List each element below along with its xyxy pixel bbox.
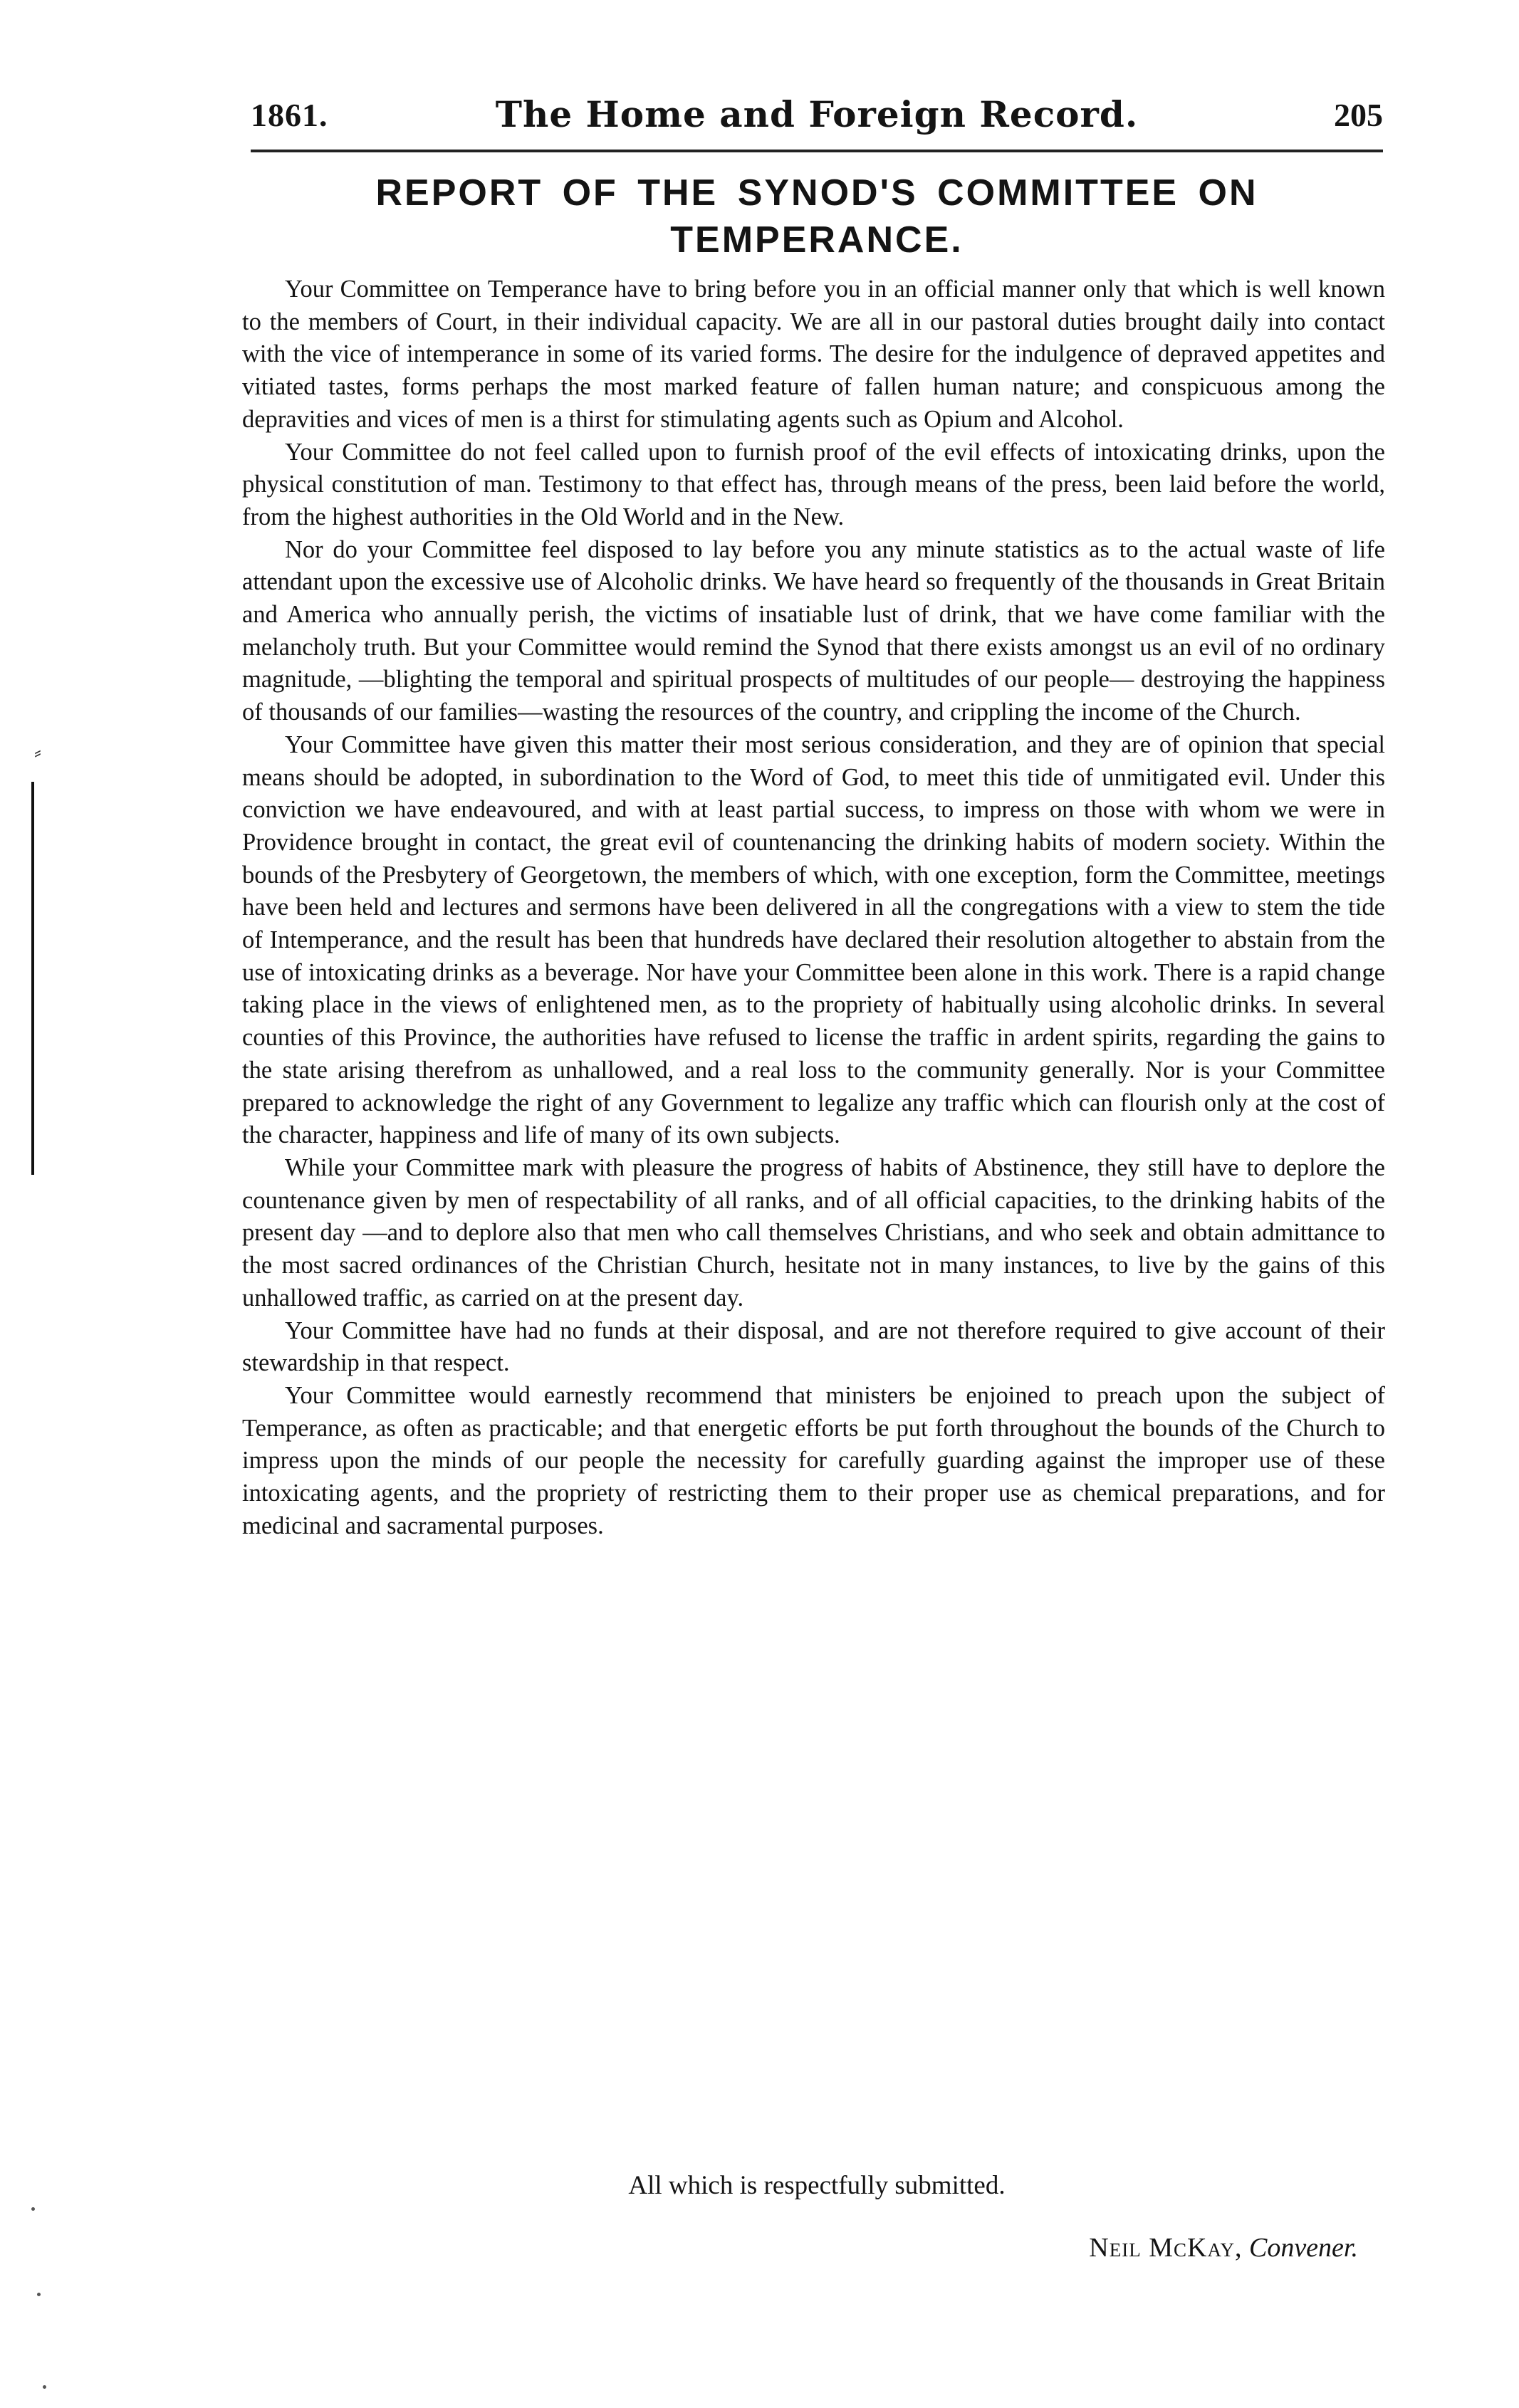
report-body <box>242 273 1385 1542</box>
signatory-name: Neil McKay, <box>1089 2233 1243 2263</box>
margin-speck: ⸗ <box>34 740 41 764</box>
margin-bar <box>31 782 34 1175</box>
running-header <box>251 89 1383 146</box>
page-number: 205 <box>1334 97 1383 133</box>
page-speck <box>43 2385 46 2389</box>
signatory-role: Convener. <box>1248 2233 1358 2263</box>
header-year: 1861. <box>251 97 328 133</box>
paragraph: Your Committee have had no funds at their disposal, and are not therefore required to give account of their stewardship in that respect. <box>242 1316 1385 1377</box>
journal-title: The Home and Foreign Record. <box>495 93 1139 135</box>
paragraph: Your Committee have given this matter their most serious consideration, and they are of opinion that special means should be adopted, in subordination to the Word of God, to meet this tide of unmitigated evil. Under this conviction we have endeavoured, and with at least partial success, to impress on those with whom we were in Providence brought in contact, the great evil of countenancing the drinking habits of modern society. Within the bounds of the Presbytery of Georgetown, the members of which, with one exception, form the Committee, meetings have been held and lectures and sermons have been delivered in all the congregations with a view to stem the tide of Intemperance, and the result has been that hundreds have declared their resolution altogether to abstain from the use of intoxicating drinks as a beverage. Nor have your Committee been alone in this work. There is a rapid change taking place in the views of enlightened men, as to the propriety of habitually using alcoholic drinks. In several counties of this Province, the authorities have refused to license the traffic in ardent spirits, regarding the gains to the state arising therefrom as unhallowed, and a real loss to the community generally. Nor is your Committee prepared to acknowledge the right of any Government to legalize any traffic which can flourish only at the cost of the character, happiness and life of many of its own subjects. <box>242 731 1385 1149</box>
closing-line: All which is respectfully submitted. <box>628 2171 1006 2200</box>
paragraph: Your Committee do not feel called upon to furnish proof of the evil effects of intoxicating drinks, upon the physical constitution of man. Testimony to that effect has, through means of the press, been laid before the world, from the highest authorities in the Old World and in the New. <box>242 438 1385 530</box>
report-title: REPORT OF THE SYNOD'S COMMITTEE ON TEMPERANCE. <box>375 172 1258 261</box>
page-speck <box>37 2293 41 2296</box>
header-rule <box>251 150 1383 152</box>
signature <box>1089 2232 1358 2263</box>
paragraph: Nor do your Committee feel disposed to lay before you any minute statistics as to the actual waste of life attendant upon the excessive use of Alcoholic drinks. We have heard so frequently of the thousands in Great Britain and America who annually perish, the victims of insatiable lust of drink, that we have come familiar with the melancholy truth. But your Committee would remind the Synod that there exists amongst us an evil of no ordinary magnitude, —blighting the temporal and spiritual prospects of multitudes of our people— destroying the happiness of thousands of our families—wasting the resources of the country, and crippling the income of the Church. <box>242 535 1385 726</box>
paragraph: Your Committee on Temperance have to bring before you in an official manner only that which is well known to the members of Court, in their individual capacity. We are all in our pastoral duties brought daily into contact with the vice of intemperance in some of its varied forms. The desire for the indulgence of depraved appetites and vitiated tastes, forms perhaps the most marked feature of fallen human nature; and conspicuous among the depravities and vices of men is a thirst for stimulating agents such as Opium and Alcohol. <box>242 276 1385 433</box>
paragraph: Your Committee would earnestly recommend that ministers be enjoined to preach upon the subject of Temperance, as often as practicable; and that energetic efforts be put forth throughout the bounds of the Church to impress upon the minds of our people the necessity for carefully guarding against the improper use of these intoxicating agents, and the propriety of restricting them to their proper use as chemical preparations, and for medicinal and sacramental purposes. <box>242 1381 1385 1539</box>
page-speck <box>31 2207 35 2211</box>
paragraph: While your Committee mark with pleasure the progress of habits of Abstinence, they still have to deplore the countenance given by men of respectability of all ranks, and of all official capacities, to the drinking habits of the present day —and to deplore also that men who call themselves Christians, and who seek and obtain admittance to the most sacred ordinances of the Christian Church, hesitate not in many instances, to live by the gains of this unhallowed traffic, as carried on at the present day. <box>242 1153 1385 1312</box>
